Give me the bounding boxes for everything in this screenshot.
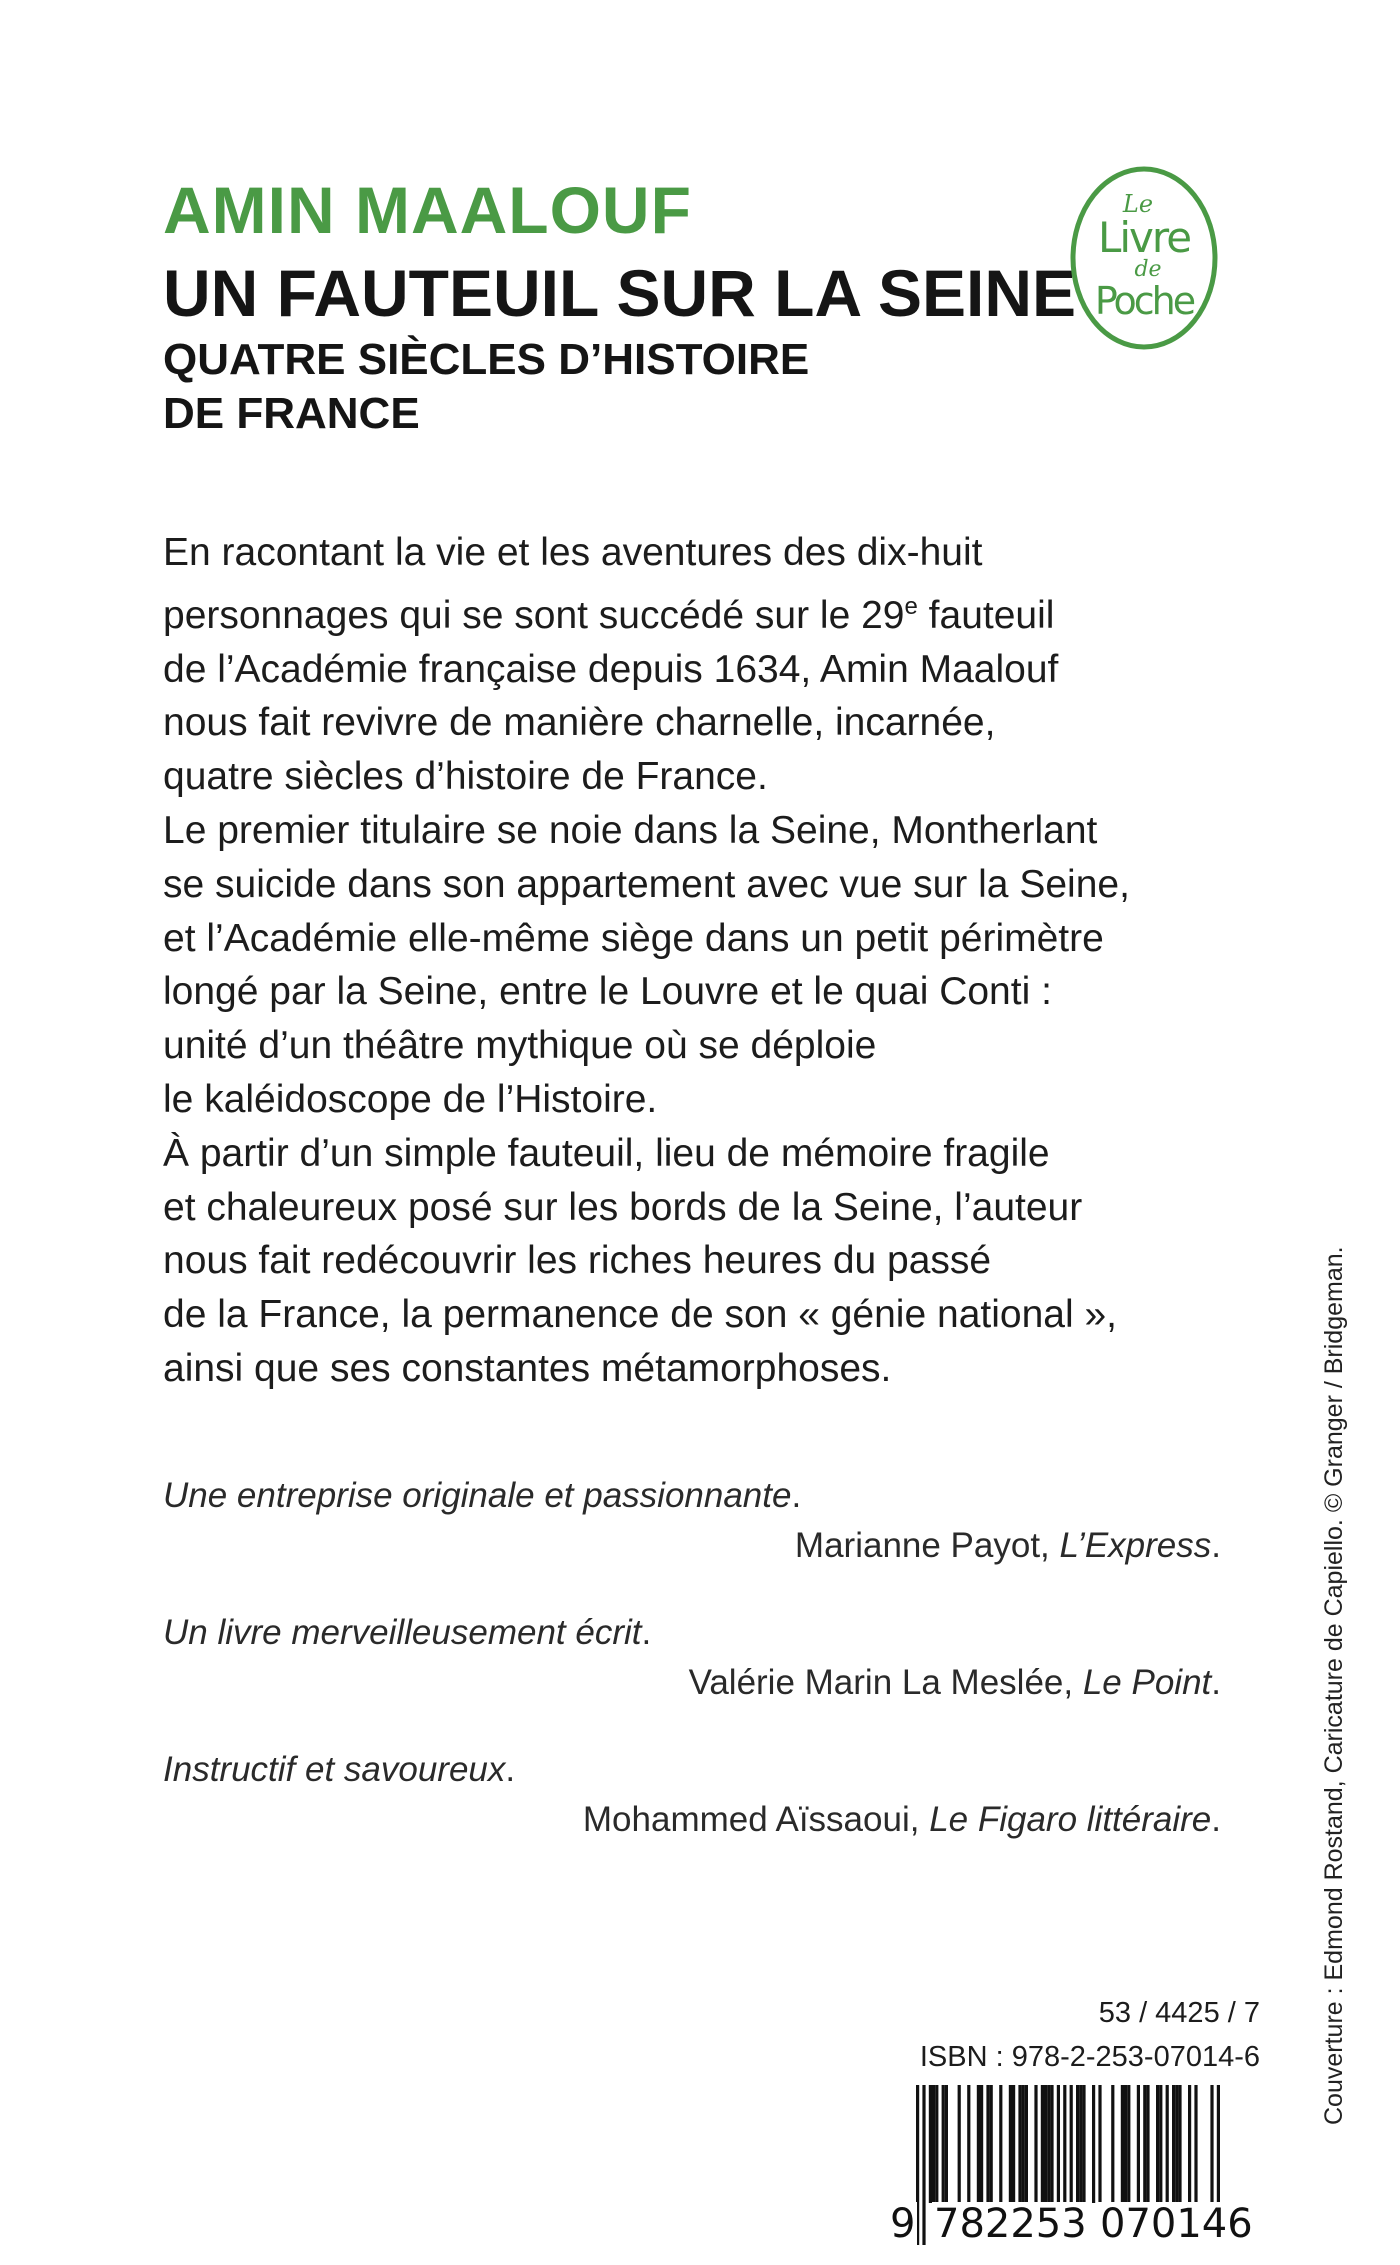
- description-line: de la France, la permanence de son « génie national »,: [163, 1293, 1117, 1337]
- barcode-bar: [1098, 2085, 1101, 2203]
- barcode-bar: [1018, 2085, 1021, 2203]
- barcode-bar: [967, 2085, 970, 2203]
- barcode-bar: [1079, 2085, 1082, 2203]
- logo-text-le: Le: [1122, 190, 1154, 218]
- barcode-bar: [1057, 2085, 1060, 2203]
- description-line: personnages qui se sont succédé sur le 29e fauteuil: [163, 592, 1055, 637]
- publisher-logo: [1068, 164, 1220, 352]
- description-line: quatre siècles d’histoire de France.: [163, 755, 768, 799]
- cover-credit: Couverture : Edmond Rostand, Caricature de Capiello. © Granger / Bridgeman.: [1320, 1246, 1348, 2125]
- barcode-bar: [1034, 2085, 1037, 2203]
- product-code: 53 / 4425 / 7: [1098, 1997, 1260, 2029]
- barcode-bar: [1047, 2085, 1050, 2203]
- barcode-bar: [942, 2085, 945, 2203]
- barcode-bar: [958, 2085, 961, 2203]
- description-line: À partir d’un simple fauteuil, lieu de mémoire fragile: [163, 1131, 1050, 1175]
- barcode-bar: [980, 2085, 983, 2203]
- author-name: AMIN MAALOUF: [163, 173, 692, 247]
- barcode-bar: [1159, 2085, 1162, 2203]
- barcode-bar: [1076, 2085, 1079, 2203]
- barcode-left-digits: 782253: [934, 2201, 1087, 2247]
- description-line: et l’Académie elle-même siège dans un petit périmètre: [163, 916, 1104, 960]
- description-line: de l’Académie française depuis 1634, Amin Maalouf: [163, 647, 1059, 691]
- book-subtitle: [163, 333, 809, 441]
- ordinal-superscript: e: [904, 592, 918, 620]
- description-line: et chaleureux posé sur les bords de la Seine, l’auteur: [163, 1185, 1083, 1229]
- barcode-bar: [1050, 2085, 1053, 2203]
- quote-source: Le Point: [1082, 1663, 1212, 1702]
- barcode-bar: [929, 2085, 932, 2203]
- barcode-bar: [999, 2085, 1002, 2203]
- press-quote: Instructif et savoureux. Mohammed Aïssaoui, Le Figaro littéraire.: [163, 1750, 1221, 1839]
- quote-author: Mohammed Aïssaoui,: [582, 1800, 930, 1839]
- barcode-bar: [945, 2085, 948, 2203]
- quote-text: Une entreprise originale et passionnante: [163, 1476, 792, 1515]
- barcode-bar: [1025, 2085, 1028, 2203]
- barcode-bar: [1166, 2085, 1169, 2203]
- description-line: unité d’un théâtre mythique où se déploie: [163, 1024, 877, 1068]
- press-quote: Un livre merveilleusement écrit. Valérie Marin La Meslée, Le Point.: [163, 1613, 1221, 1702]
- barcode-bar: [1012, 2085, 1015, 2203]
- subtitle-line: DE FRANCE: [163, 389, 420, 438]
- quote-source: Le Figaro littéraire: [929, 1800, 1212, 1839]
- quote-author: Valérie Marin La Meslée,: [688, 1663, 1083, 1702]
- barcode-bar: [1022, 2085, 1025, 2203]
- barcode-digits: [888, 2202, 1260, 2250]
- barcode-bar: [1044, 2085, 1047, 2203]
- quote-text: Instructif et savoureux: [163, 1750, 506, 1789]
- barcode-bar: [1172, 2085, 1175, 2203]
- barcode-bar: [1124, 2085, 1127, 2203]
- logo-text-livre: Livre: [1097, 213, 1191, 262]
- barcode-bar: [1009, 2085, 1012, 2203]
- barcode-bar: [1121, 2085, 1124, 2203]
- quote-text: Un livre merveilleusement écrit: [163, 1613, 642, 1652]
- barcode-right-digits: 070146: [1100, 2201, 1253, 2247]
- barcode-bar: [986, 2085, 989, 2203]
- barcode-bar: [935, 2085, 938, 2203]
- barcode-bar: [990, 2085, 993, 2203]
- barcode-first-digit: 9: [890, 2201, 916, 2247]
- barcode-bar: [1156, 2085, 1159, 2203]
- book-title: UN FAUTEUIL SUR LA SEINE: [163, 256, 1077, 330]
- logo-text-de: de: [1134, 257, 1162, 282]
- barcode-bar: [977, 2085, 980, 2203]
- subtitle-line: QUATRE SIÈCLES D’HISTOIRE: [163, 335, 810, 384]
- barcode-bar: [1146, 2085, 1149, 2203]
- barcode-bar: [1127, 2085, 1130, 2203]
- barcode-bar: [1143, 2085, 1146, 2203]
- description-line: ainsi que ses constantes métamorphoses.: [163, 1346, 892, 1390]
- description-line: longé par la Seine, entre le Louvre et le quai Conti :: [163, 970, 1052, 1014]
- isbn-number: ISBN : 978-2-253-07014-6: [919, 2041, 1260, 2073]
- description: [163, 526, 1243, 1396]
- logo-text-poche: Poche: [1094, 279, 1194, 323]
- description-line: nous fait redécouvrir les riches heures du passé: [163, 1239, 992, 1283]
- description-line: En racontant la vie et les aventures des dix-huit: [163, 531, 983, 574]
- barcode-bar: [1178, 2085, 1181, 2203]
- barcode-bar: [932, 2085, 935, 2203]
- barcode-bar: [1092, 2085, 1095, 2203]
- barcode-bar: [1137, 2085, 1140, 2203]
- description-line: le kaléidoscope de l’Histoire.: [163, 1077, 658, 1121]
- barcode-bar: [1041, 2085, 1044, 2203]
- description-line: se suicide dans son appartement avec vue sur la Seine,: [163, 862, 1130, 906]
- barcode-bar: [1082, 2085, 1085, 2203]
- barcode-bar: [1111, 2085, 1114, 2203]
- quote-source: L’Express: [1059, 1526, 1212, 1565]
- barcode-bar: [1194, 2085, 1197, 2203]
- description-line: nous fait revivre de manière charnelle, incarnée,: [163, 701, 996, 745]
- quote-author: Marianne Payot,: [794, 1526, 1060, 1565]
- press-quote: Une entreprise originale et passionnante. Marianne Payot, L’Express.: [163, 1476, 1221, 1565]
- barcode-bar: [1188, 2085, 1191, 2203]
- description-line: Le premier titulaire se noie dans la Seine, Montherlant: [163, 808, 1098, 852]
- barcode-bar: [1175, 2085, 1178, 2203]
